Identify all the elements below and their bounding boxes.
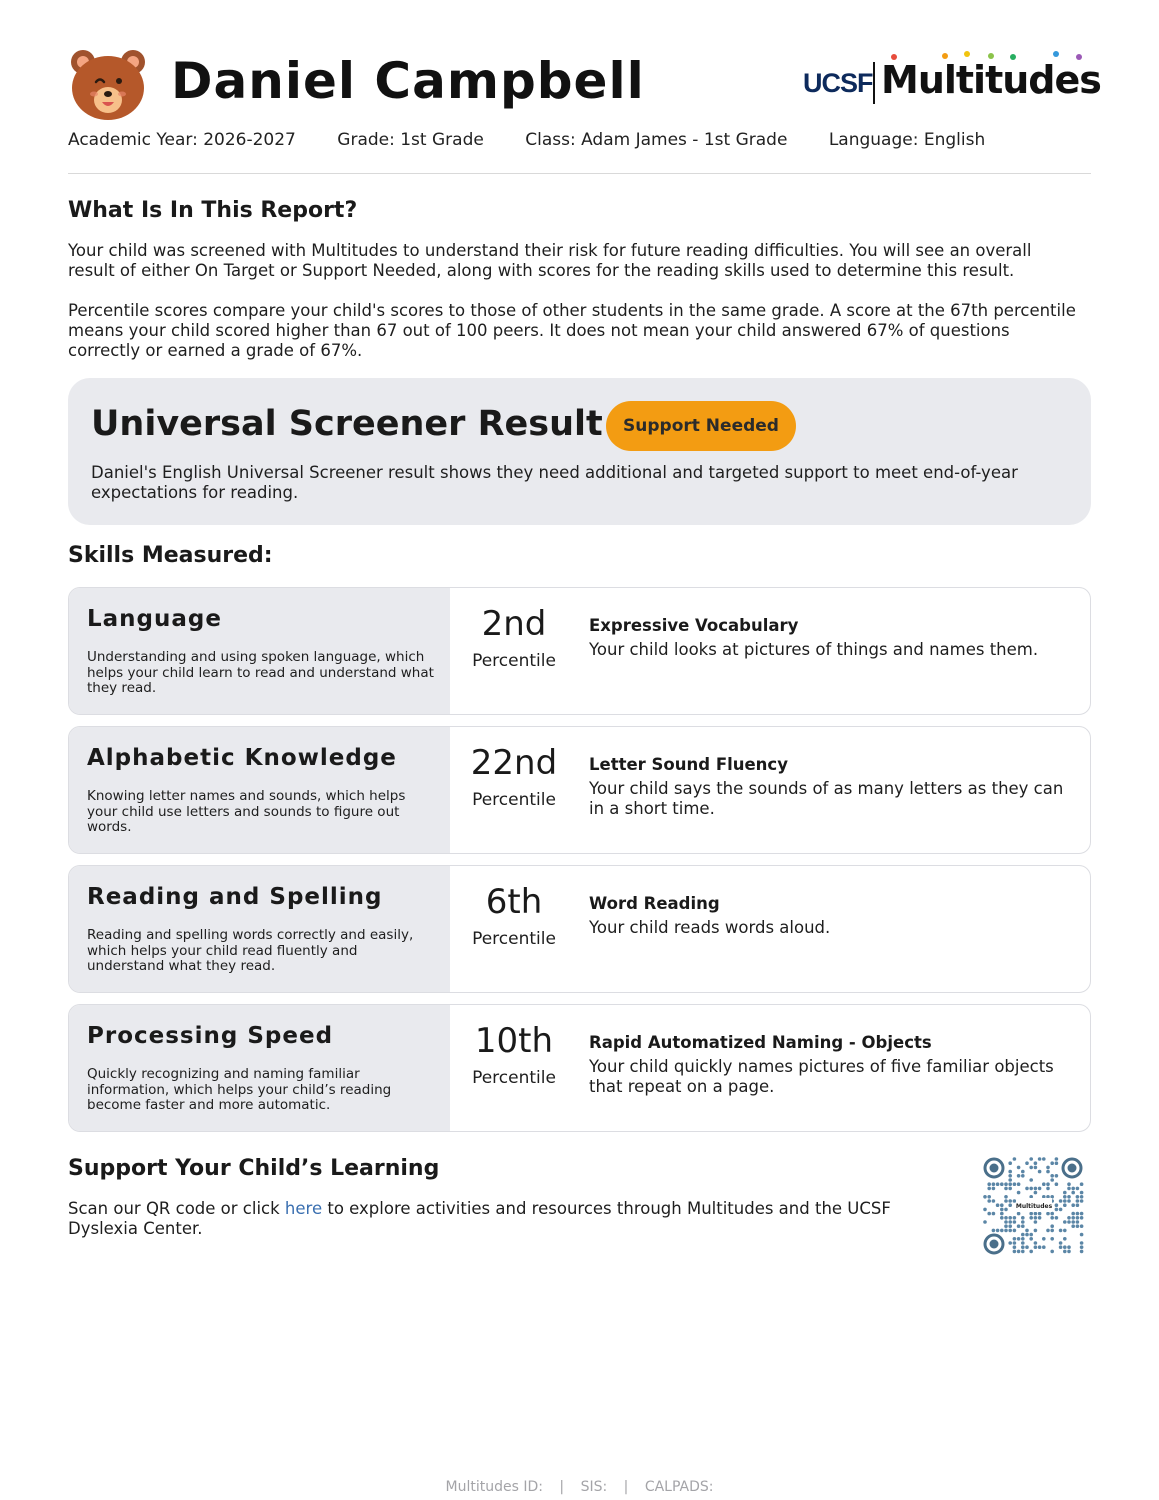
skill-summary: [69, 1005, 450, 1131]
intro-paragraph-2: Percentile scores compare your child's scores to those of other students in the same grade. A score at the 67th percentile means your child scored higher than 67 out of 100 peers. It does not mean your child answered 67% of questions correctly or earned a grade of 67%.: [68, 301, 1076, 360]
skill-description: Understanding and using spoken language, which helps your child learn to read and understand what they read.: [87, 649, 434, 696]
academic-year: Academic Year: 2026-2027: [68, 130, 296, 150]
skill-summary: [69, 866, 450, 992]
measure-name: Letter Sound Fluency: [589, 755, 788, 774]
percentile-label: Percentile: [472, 651, 556, 671]
percentile-rank: 10th: [474, 1021, 554, 1061]
screener-result-panel: [68, 378, 1091, 525]
intro-paragraph-1: Your child was screened with Multitudes to understand their risk for future reading difficulties. You will see an overall result of either On Target or Support Needed, along with scores for the reading skills used to determine this result.: [68, 241, 1032, 280]
ucsf-multitudes-logo: [801, 56, 1101, 108]
result-title: Universal Screener Result: [91, 404, 603, 444]
skill-summary: [69, 727, 450, 853]
skill-description: Knowing letter names and sounds, which helps your child use letters and sounds to figure out words.: [87, 788, 406, 835]
resources-link[interactable]: here: [284, 1199, 323, 1218]
logo-divider: [873, 62, 875, 104]
support-title: Support Your Child’s Learning: [68, 1156, 440, 1181]
skill-card-alphabetic-knowledge: [68, 726, 1091, 854]
support-text: [68, 1199, 948, 1239]
footer-multitudes-id: Multitudes ID:: [445, 1479, 543, 1495]
report-header: [68, 44, 1101, 124]
measure-description: Your child looks at pictures of things and names them.: [589, 640, 1039, 659]
percentile-rank: 22nd: [470, 743, 558, 783]
skill-card-language: [68, 587, 1091, 715]
measure-description: Your child quickly names pictures of five familiar objects that repeat on a page.: [589, 1057, 1054, 1096]
intro-title: What Is In This Report?: [68, 198, 358, 223]
skill-name: Processing Speed: [87, 1023, 334, 1049]
footer-calpads: CALPADS:: [644, 1479, 714, 1495]
footer-ids: [0, 1479, 1159, 1495]
measure-name: Rapid Automatized Naming - Objects: [589, 1033, 932, 1052]
student-meta: [68, 130, 1091, 150]
header-divider: [68, 173, 1091, 174]
percentile-rank: 2nd: [481, 604, 547, 644]
multitudes-logo-text: Multitudes: [881, 58, 1101, 102]
measure-name: Expressive Vocabulary: [589, 616, 799, 635]
support-text-before: Scan our QR code or click: [68, 1199, 285, 1218]
qr-label: Multitudes: [1015, 1203, 1053, 1210]
student-name: Daniel Campbell: [171, 52, 645, 110]
support-text-after: to explore activities and resources through Multitudes and the UCSF Dyslexia Center.: [68, 1199, 891, 1238]
footer-separator: |: [559, 1479, 565, 1495]
class: Class: Adam James - 1st Grade: [525, 130, 788, 150]
percentile-label: Percentile: [472, 1068, 556, 1088]
footer-sis: SIS:: [580, 1479, 608, 1495]
qr-code-icon[interactable]: [982, 1156, 1086, 1256]
skills-title: Skills Measured:: [68, 543, 273, 568]
report-page: [68, 0, 1101, 1500]
skill-description: Quickly recognizing and naming familiar information, which helps your child’s reading become faster and more automatic.: [87, 1066, 392, 1113]
measure-description: Your child says the sounds of as many letters as they can in a short time.: [589, 779, 1064, 818]
measure-name: Word Reading: [589, 894, 720, 913]
skill-name: Alphabetic Knowledge: [87, 745, 397, 771]
footer-separator: |: [623, 1479, 629, 1495]
percentile-label: Percentile: [472, 929, 556, 949]
result-description: Daniel's English Universal Screener result shows they need additional and targeted support to meet end-of-year expectations for reading.: [91, 463, 1018, 502]
bear-icon: [68, 48, 148, 122]
skill-name: Language: [87, 606, 222, 632]
grade: Grade: 1st Grade: [337, 130, 484, 150]
language: Language: English: [828, 130, 986, 150]
skill-description: Reading and spelling words correctly and easily, which helps your child read fluently and understand what they read.: [87, 927, 414, 974]
skill-summary: [69, 588, 450, 714]
status-badge: Support Needed: [606, 401, 796, 451]
skill-name: Reading and Spelling: [87, 884, 383, 910]
skill-card-processing-speed: [68, 1004, 1091, 1132]
percentile-label: Percentile: [472, 790, 556, 810]
skill-card-reading-spelling: [68, 865, 1091, 993]
measure-description: Your child reads words aloud.: [589, 918, 831, 937]
percentile-rank: 6th: [485, 882, 543, 922]
ucsf-logo-text: UCSF: [803, 68, 873, 98]
